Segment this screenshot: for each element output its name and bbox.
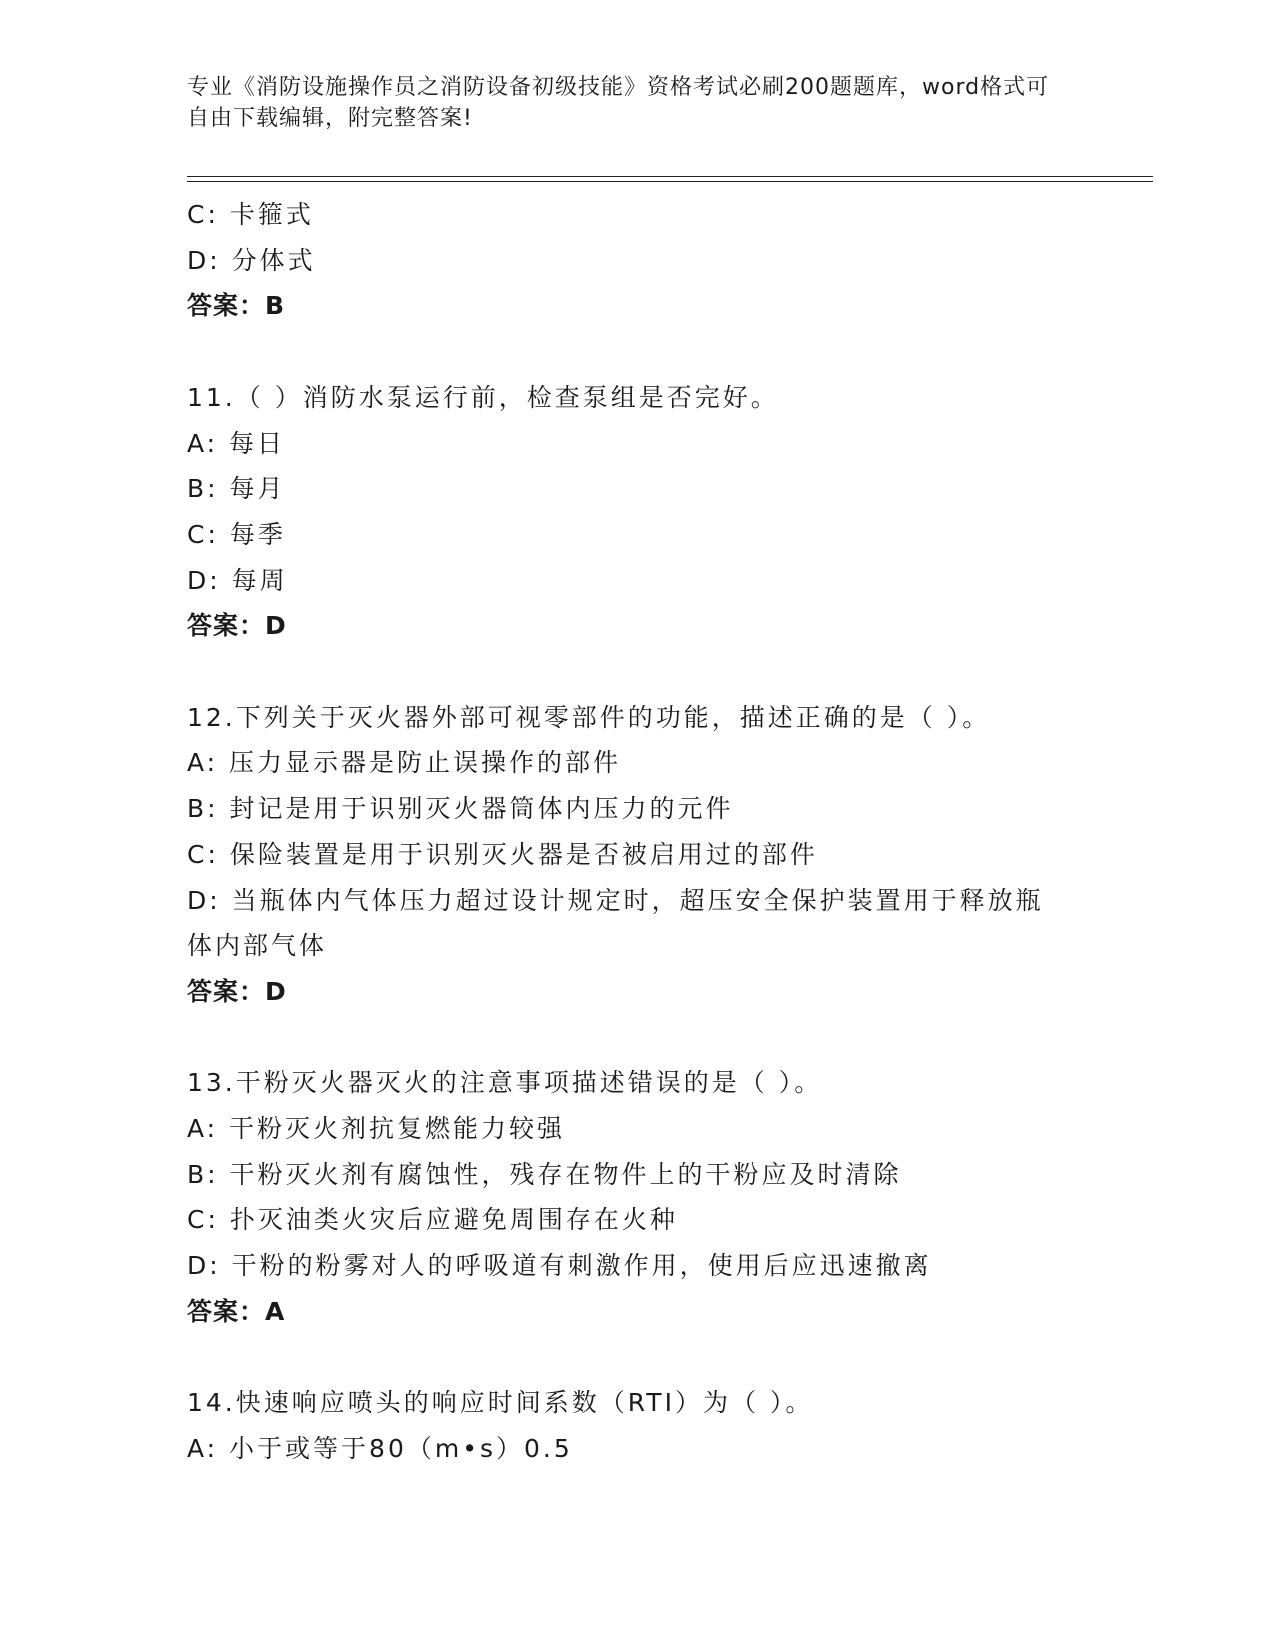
- answer-label: 答案：D: [187, 611, 287, 641]
- answer-label: 答案：B: [187, 291, 286, 321]
- option-d: D: 分体式: [187, 245, 316, 275]
- answer-label: 答案：D: [187, 976, 287, 1006]
- question-stem: 11.（ ）消防水泵运行前，检查泵组是否完好。: [187, 382, 779, 412]
- header-rule-bottom: [187, 181, 1153, 182]
- option-b: B: 每月: [187, 474, 286, 504]
- option-c: C: 卡箍式: [187, 200, 314, 229]
- answer-label: 答案：A: [187, 1296, 286, 1326]
- question-11: [187, 375, 1087, 649]
- question-stem: 14.快速响应喷头的响应时间系数（RTI）为（ ）。: [187, 1388, 814, 1418]
- question-12: [187, 695, 1087, 1015]
- option-c: C: 每季: [187, 519, 286, 549]
- spacer: [187, 329, 1087, 375]
- option-b: B: 干粉灭火剂有腐蚀性，残存在物件上的干粉应及时清除: [187, 1159, 902, 1189]
- question-list: [187, 192, 1087, 1472]
- option-d: D: 当瓶体内气体压力超过设计规定时，超压安全保护装置用于释放瓶体内部气体: [187, 885, 1044, 961]
- option-d: D: 每周: [187, 565, 288, 595]
- question-stem: 12.下列关于灭火器外部可视零部件的功能，描述正确的是（ ）。: [187, 702, 991, 732]
- spacer: [187, 649, 1087, 695]
- question-14: [187, 1380, 1087, 1471]
- option-a: A: 小于或等于80（m•s）0.5: [187, 1433, 573, 1463]
- option-b: B: 封记是用于识别灭火器筒体内压力的元件: [187, 794, 734, 824]
- option-a: A: 干粉灭火剂抗复燃能力较强: [187, 1114, 566, 1144]
- option-c: C: 保险装置是用于识别灭火器是否被启用过的部件: [187, 839, 818, 869]
- question-10-tail: [187, 192, 1087, 329]
- option-a: A: 每日: [187, 428, 286, 458]
- header-rule-top: [187, 176, 1153, 177]
- question-stem: 13.干粉灭火器灭火的注意事项描述错误的是（ ）。: [187, 1068, 823, 1098]
- spacer: [187, 1335, 1087, 1381]
- option-c: C: 扑灭油类火灾后应避免周围存在火种: [187, 1205, 678, 1235]
- option-a: A: 压力显示器是防止误操作的部件: [187, 748, 622, 778]
- page-header: 专业《消防设施操作员之消防设备初级技能》资格考试必刷200题题库，word格式可自由下载编辑，附完整答案!: [187, 75, 1050, 131]
- spacer: [187, 1015, 1087, 1061]
- option-d: D: 干粉的粉雾对人的呼吸道有刺激作用，使用后应迅速撤离: [187, 1251, 932, 1281]
- question-13: [187, 1060, 1087, 1334]
